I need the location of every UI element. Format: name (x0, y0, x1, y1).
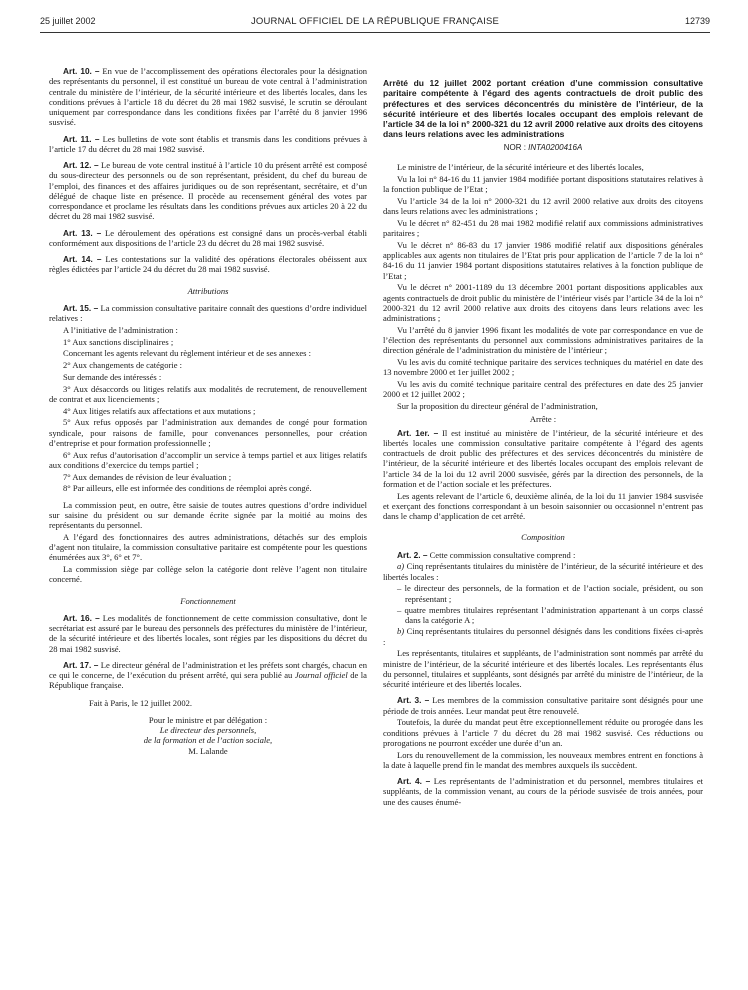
article-16 (49, 613, 367, 654)
article-label: Art. 14. – (63, 254, 102, 264)
item-text: Cinq représentants titulaires du ministère de l’intérieur, de la sécurité intérieure et des libertés locales : (383, 561, 703, 582)
left-column (49, 66, 367, 756)
article-11 (49, 134, 367, 155)
header-rule (40, 32, 710, 33)
list-item: 1° Aux sanctions disciplinaires ; (63, 336, 174, 347)
list-item: 8° Par ailleurs, elle est informée des conditions de réemploi après congé. (63, 483, 312, 494)
dash-item: – le directeur des personnels, de la formation et de l’action sociale, président, ou son représentant ; (397, 583, 703, 604)
article-1 (383, 428, 703, 490)
signature-line: Le directeur des personnels, (159, 725, 257, 735)
article-text: Les bulletins de vote sont établis et transmis dans les conditions prévues à l’article 17 du décret du 28 mai 1982 susvisé. (49, 133, 368, 154)
header-date: 25 juillet 2002 (40, 16, 96, 26)
signature-line: Pour le ministre et par délégation : (148, 714, 268, 725)
visa: Vu l’arrêté du 8 janvier 1996 fixant les modalités de vote par correspondance en vue de l’élection des représentants du personnel aux commissions administratives paritaires de la direction générale de l’administration du ministère de l’intérieur ; (383, 324, 703, 356)
paragraph: Sur demande des intéressés : (63, 371, 162, 382)
journal-name: Journal officiel (294, 670, 348, 680)
paragraph: Toutefois, la durée du mandat peut être exceptionnellement réduite ou prorogée dans les conditions prévues à l’article 7 du décret du 28 mai 1982 susvisé. Ces réductions ou prorogations ne pourront excéder une durée d’un an. (383, 717, 703, 748)
article-text: Les membres de la commission consultative paritaire sont désignés pour une période de trois années. Leur mandat peut être renouvelé. (383, 695, 703, 716)
article-label: Art. 3. – (397, 695, 430, 706)
visa: Sur la proposition du directeur général de l’administration, (397, 401, 598, 412)
visa: Vu l’article 34 de la loi n° 2000-321 du 12 avril 2000 relative aux droits des citoyens dans leurs relations avec les administrations ; (383, 195, 703, 217)
article-2 (383, 550, 703, 560)
list-item: 7° Aux demandes de révision de leur évaluation ; (63, 471, 232, 482)
article-label: Art. 4. – (397, 776, 431, 787)
article-15 (49, 303, 367, 324)
article-text: Le directeur général de l’administration et les préfets sont chargés, chacun en ce qui le concerne, de l’exécution du présent arrêté, qui sera publié au (49, 659, 367, 680)
arrete-heading: Arrête : (529, 414, 557, 425)
visa: Vu le décret n° 82-451 du 28 mai 1982 modifié relatif aux commissions administratives paritaires ; (383, 217, 703, 239)
article-label: Art. 17. – (63, 659, 99, 670)
article-label: Art. 15. – (63, 302, 99, 313)
list-item: 5° Aux refus opposés par l’administration aux demandes de congé pour formation syndicale, pour raisons de famille, pour convenances personnelles, pour création d’entreprise et pour formation professionnelle ; (49, 417, 367, 448)
list-item (383, 561, 703, 582)
visa: Vu le décret n° 2001-1189 du 13 décembre 2001 portant dispositions applicables aux agents contractuels de droit public du ministère de l’intérieur visés par l’article 34 de la loi n° 2000-321 du 12 avril 2000 relative aux droits des citoyens dans leurs relations avec les administrations ; (383, 282, 703, 324)
paragraph: Les représentants, titulaires et suppléants, de l’administration sont nommés par arrêté du ministre de l’intérieur, de la sécurité intérieure et des libertés locales. Les représentants élus du personnel, titulaires et suppléants, sont désignés par arrêté du ministre de l’intérieur, de la sécurité intérieure et des libertés locales. (383, 648, 703, 690)
article-text: Le bureau de vote central institué à l’article 10 du présent arrêté est composé du sous-directeur des personnels ou de son représentant, président, du chef du bureau de l’emploi, des finances et des affaires juridiques ou de son représentant, secrétaire, et d’un délégué de chaque liste en présence. Il procède au recensement général des votes par correspondance et proclame les résultats dans les conditions prévues aux articles 20 à 22 du décret du 28 mai 1982 susvisé. (49, 160, 367, 222)
nor-reference (383, 143, 703, 153)
article-label: Art. 16. – (63, 612, 100, 623)
article-text: Cette commission consultative comprend : (429, 549, 576, 560)
visa: Vu la loi n° 84-16 du 11 janvier 1984 modifiée portant dispositions statutaires relatives à la fonction publique de l’Etat ; (383, 173, 703, 195)
article-14 (49, 254, 367, 275)
list-item: 3° Aux désaccords ou litiges relatifs aux modalités de recrutement, de renouvellement de contrat et aux licenciements ; (49, 383, 367, 404)
page-header (40, 16, 710, 32)
item-letter: a) (397, 561, 405, 572)
paragraph: Le ministre de l’intérieur, de la sécurité intérieure et des libertés locales, (397, 162, 644, 173)
signature-line: de la formation et de l’action sociale, (143, 735, 273, 746)
list-item: 4° Aux litiges relatifs aux affectations et aux mutations ; (63, 405, 256, 416)
article-4 (383, 776, 703, 807)
article-label: Art. 11. – (63, 133, 100, 144)
dash-item: – quatre membres titulaires représentant l’administration appartenant à un corps classé dans la catégorie A ; (397, 604, 703, 626)
nor-code: INTA0200416A (528, 142, 583, 152)
article-label: Art. 10. – (63, 66, 100, 76)
visa: Vu les avis du comité technique paritaire des services techniques du matériel en date des 13 novembre 2000 et 1er juillet 2002 ; (383, 357, 703, 378)
page-number: 12739 (684, 16, 710, 26)
article-12 (49, 160, 367, 222)
article-17 (49, 660, 367, 691)
paragraph: Concernant les agents relevant du règlement intérieur et de ses annexes : (63, 348, 312, 359)
list-item: 2° Aux changements de catégorie : (63, 360, 182, 370)
signatory-name: M. Lalande (188, 745, 228, 756)
journal-title: JOURNAL OFFICIEL DE LA RÉPUBLIQUE FRANÇAISE (250, 16, 500, 27)
visa: Vu le décret n° 86-83 du 17 janvier 1986 modifié relatif aux dispositions générales applicables aux agents non titulaires de l’Etat pris pour application de l’article 7 de la loi n° 84-16 du 11 janvier 1984 portant dispositions statutaires relatives à la fonction publique de l’Etat ; (383, 239, 703, 281)
article-text: Les représentants de l’administration et du personnel, membres titulaires et suppléants, de la commission venant, au cours de la période susvisée de trois années, pour une des causes énumé- (383, 776, 703, 807)
article-label: Art. 13. – (63, 227, 102, 238)
right-column (383, 78, 703, 808)
item-letter: b) (397, 626, 405, 637)
article-3 (383, 695, 703, 716)
article-text: La commission consultative paritaire connaît des questions d’ordre individuel relatives : (49, 302, 368, 323)
decree-title: Arrêté du 12 juillet 2002 portant création d’une commission consultative paritaire compétente à l’égard des agents contractuels de droit public des préfectures et des services déconcentrés du ministère de l’intérieur, de la sécurité intérieure et des libertés locales occupant des emplois relevant de l’article 34 de la loi n° 2000-321 du 12 avril 2000 relative aux droits des citoyens dans leurs relations avec les administrations (383, 78, 703, 140)
done-at: Fait à Paris, le 12 juillet 2002. (89, 697, 193, 708)
article-text: Les modalités de fonctionnement de cette commission consultative, dont le secrétariat est assuré par le bureau des personnels des préfectures du ministère de l’intérieur, de la sécurité intérieure et des libertés locales, sont régies par les dispositions du décret du 28 mai 1982 susvisé. (49, 612, 367, 654)
paragraph: Lors du renouvellement de la commission, les nouveaux membres entrent en fonctions à la date à laquelle prend fin le mandat des membres auxquels ils succèdent. (383, 749, 703, 770)
paragraph: La commission peut, en outre, être saisie de toutes autres questions d’ordre individuel sur saisine du président ou sur demande écrite signée par la moitié au moins des représentants du personnel. (49, 499, 367, 530)
article-text: de la République française. (49, 670, 367, 691)
paragraph: A l’égard des fonctionnaires des autres administrations, détachés sur des emplois d’agent non titulaire, la commission consultative paritaire est compétente pour les questions énumérées aux 3°, 6° et 7°. (49, 531, 367, 563)
article-13 (49, 228, 367, 249)
paragraph: Les agents relevant de l’article 6, deuxième alinéa, de la loi du 11 janvier 1984 susvisée et exerçant des fonctions correspondant à un besoin saisonnier ou occasionnel n’entrent pas dans le champ d’application de cet arrêté. (383, 490, 703, 522)
article-text: En vue de l’accomplissement des opérations électorales pour la désignation des représentants du personnel, il est constitué un bureau de vote central à l’administration centrale du ministère de l’intérieur, de la sécurité intérieure et des libertés locales, dans les conditions prévues à l’article 18 du décret du 28 mai 1982 susvisé, le scrutin se déroulant uniquement par correspondance dans les conditions fixées par l’arrêté du 8 janvier 1996 susvisé. (49, 66, 367, 128)
list-item (383, 626, 703, 647)
visa: Vu les avis du comité technique paritaire central des préfectures en date des 25 janvier 2000 et 12 juillet 2002 ; (383, 379, 703, 400)
article-10 (49, 66, 367, 128)
paragraph: La commission siège par collège selon la catégorie dont relève l’agent non titulaire concerné. (49, 564, 367, 585)
article-text: Le déroulement des opérations est consigné dans un procès-verbal établi conformément aux dispositions de l’article 23 du décret du 28 mai 1982 susvisé. (49, 227, 367, 248)
article-label: Art. 1er. – (397, 427, 439, 438)
section-heading-composition: Composition (521, 532, 565, 543)
paragraph: A l’initiative de l’administration : (63, 324, 178, 335)
article-label: Art. 2. – (397, 549, 428, 560)
section-heading-fonctionnement: Fonctionnement (180, 595, 236, 606)
article-text: Les contestations sur la validité des opérations électorales obéissent aux règles édictées par l’article 24 du décret du 28 mai 1982 susvisé. (49, 254, 367, 275)
article-text: Il est institué au ministère de l’intérieur, de la sécurité intérieure et des libertés locales une commission consultative paritaire compétente à l’égard des agents contractuels de droit public des préfectures et des services déconcentrés du ministère de l’intérieur, de la sécurité intérieure et des libertés locales occupant des emplois relevant de l’article 34 de la loi du 12 avril 2000 susvisée, gérés par la direction des personnels, de la formation et de l’action sociale et les préfectures. (383, 427, 703, 489)
article-label: Art. 12. – (63, 160, 99, 170)
section-heading-attributions: Attributions (187, 285, 229, 296)
nor-label: NOR : (503, 142, 526, 152)
item-text: Cinq représentants titulaires du personnel désignés dans les conditions fixées ci-après : (383, 626, 703, 647)
list-item: 6° Aux refus d’autorisation d’accomplir un service à temps partiel et aux litiges relatifs aux conditions d’exercice du temps partiel ; (49, 449, 367, 470)
